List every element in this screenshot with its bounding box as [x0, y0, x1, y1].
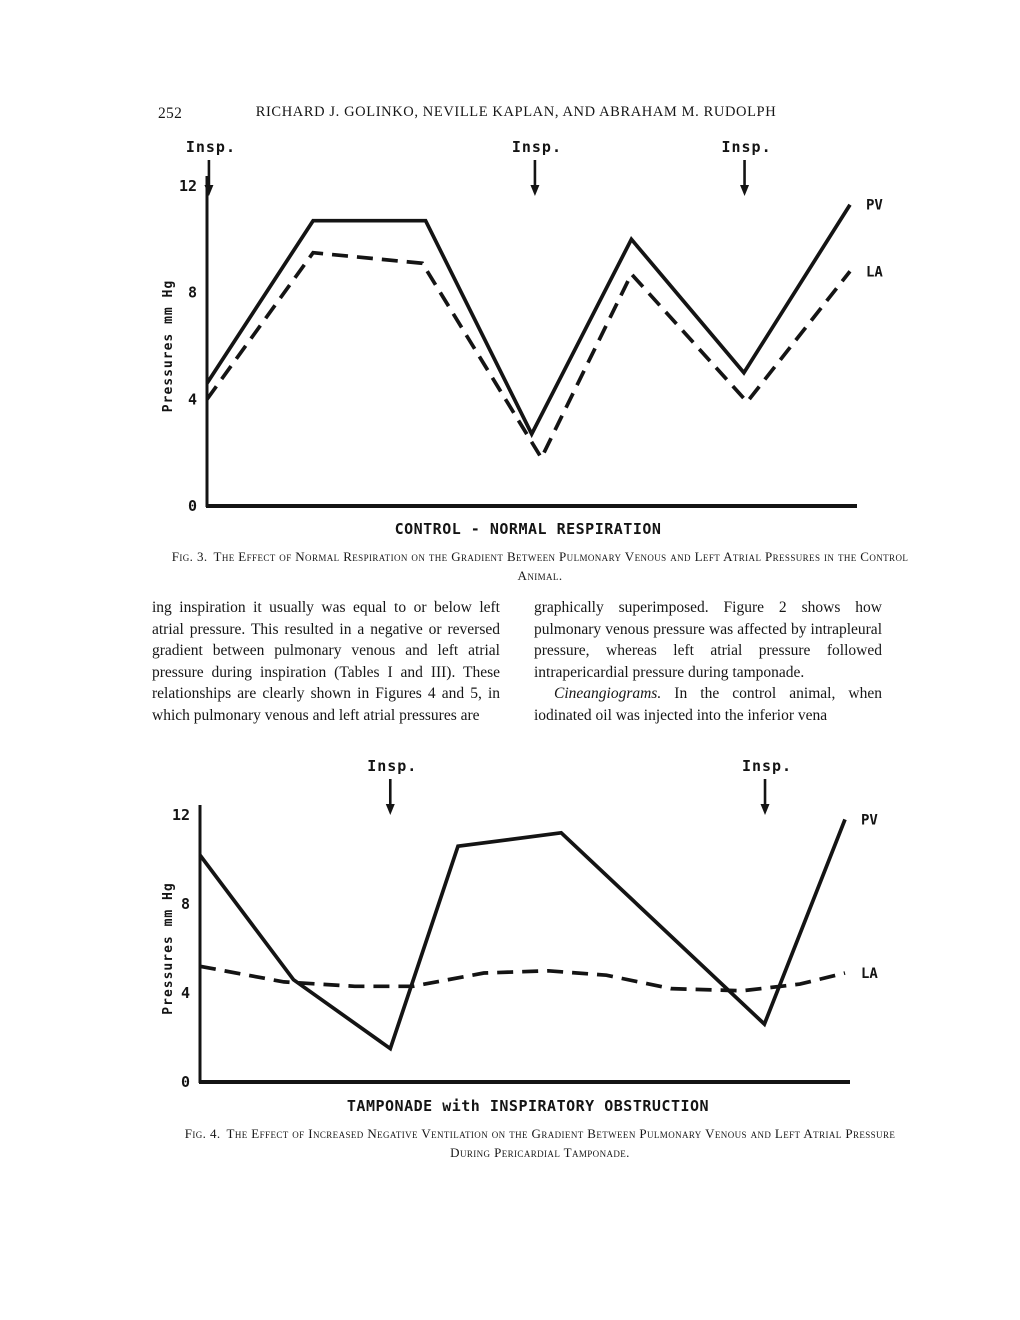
figure-3-chart: [150, 136, 930, 518]
figure-4-chart-title: TAMPONADE with INSPIRATORY OBSTRUCTION: [346, 1097, 710, 1115]
figure-4: [150, 755, 930, 1162]
insp-label: Insp.: [721, 138, 772, 156]
insp-label: Insp.: [185, 138, 237, 156]
insp-label: Insp.: [741, 757, 793, 775]
y-axis-title: Pressures mm Hg: [161, 279, 176, 413]
page-number: 252: [158, 105, 183, 122]
series-line-PV: [207, 205, 850, 434]
series-label-LA: LA: [866, 264, 883, 281]
y-tick-label: 0: [180, 1073, 190, 1091]
y-tick-label: 8: [187, 283, 197, 302]
y-tick-label: 4: [180, 984, 190, 1002]
y-tick-label: 0: [187, 497, 197, 515]
insp-arrow-icon: [761, 804, 770, 815]
insp-arrow-icon: [740, 185, 749, 196]
y-tick-label: 8: [180, 895, 190, 913]
left-column-paragraph: ing inspiration it usually was equal to or below left atrial pressure. This resulted in a negative or reversed gradient between pulmonary venous and left atrial pressure during inspiration (Tables I and III). These relationships are clearly shown in Figures 4 and 5, in which pulmonary venous and left atrial pressures are: [152, 599, 500, 724]
right-column-paragraph-1: graphically superimposed. Figure 2 shows how pulmonary venous pressure was affected by intrapleural pressure, whereas left atrial pressure followed intrapericardial pressure during tamponade.: [534, 599, 882, 681]
paragraph-lead-italic: Cineangiograms.: [554, 685, 662, 703]
y-tick-label: 4: [187, 390, 197, 409]
figure-4-chart: [150, 755, 930, 1095]
right-column-paragraph-2: [534, 683, 882, 726]
page-header: [150, 104, 882, 121]
figure-3: [150, 136, 930, 585]
left-column: [152, 597, 500, 727]
figure-3-caption-text: The Effect of Normal Respiration on the Gradient Between Pulmonary Venous and Left Atrial Pressures in the Control Animal.: [213, 549, 909, 583]
right-column-paragraph-2-text: In the control animal, when iodinated oil was injected into the inferior vena: [534, 685, 882, 724]
insp-label: Insp.: [511, 138, 563, 156]
figure-3-caption: [167, 547, 913, 585]
series-line-PV: [200, 819, 845, 1048]
running-head: RICHARD J. GOLINKO, NEVILLE KAPLAN, AND ABRAHAM M. RUDOLPH: [255, 104, 777, 120]
series-label-LA: LA: [861, 965, 878, 982]
figure-4-caption-text: The Effect of Increased Negative Ventilation on the Gradient Between Pulmonary Venous and Left Atrial Pressure During Pericardial Tamponade.: [226, 1126, 896, 1160]
body-text: [152, 597, 882, 727]
figure-4-caption: [167, 1124, 913, 1162]
insp-arrow-icon: [530, 185, 539, 196]
insp-label: Insp.: [367, 757, 418, 775]
right-column: [534, 597, 882, 727]
figure-3-chart-title: CONTROL - NORMAL RESPIRATION: [394, 520, 662, 538]
y-tick-label: 12: [178, 177, 197, 195]
series-label-PV: PV: [866, 197, 883, 214]
figure-4-caption-lead: Fig. 4.: [184, 1126, 221, 1141]
figure-3-caption-lead: Fig. 3.: [171, 549, 208, 564]
series-line-LA: [200, 966, 845, 991]
insp-arrow-icon: [386, 804, 395, 815]
y-tick-label: 12: [171, 806, 190, 824]
series-label-PV: PV: [861, 812, 878, 829]
y-axis-title: Pressures mm Hg: [161, 882, 176, 1015]
